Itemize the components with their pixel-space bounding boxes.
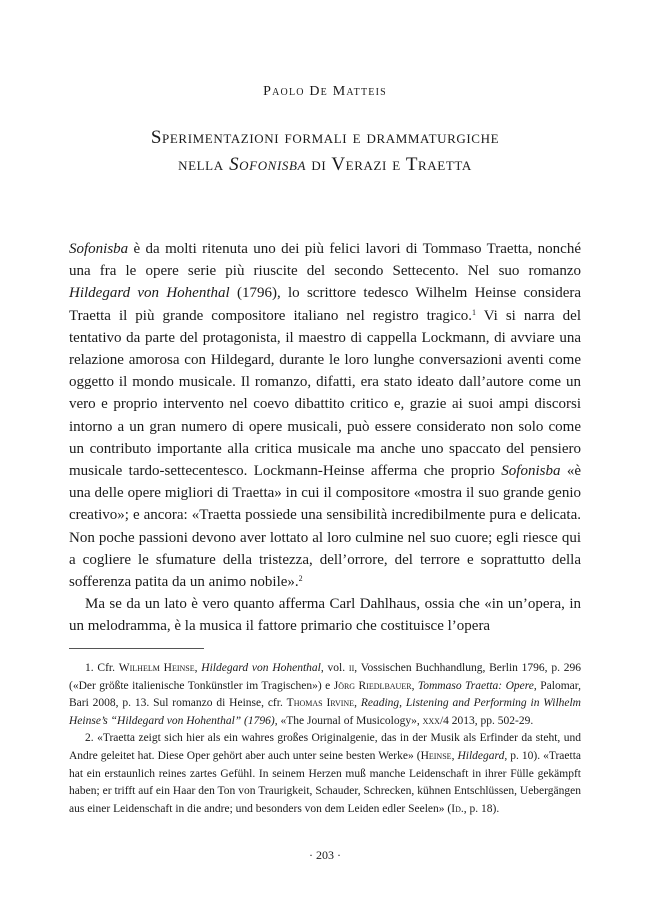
italic-text: Hildegard <box>457 749 505 762</box>
italic-text: Sofonisba <box>501 463 561 480</box>
text: 1. Cfr. <box>85 662 119 674</box>
text: , «The Journal of Musicology», <box>274 714 423 727</box>
footnote-divider <box>69 648 204 649</box>
italic-text: Hildegard von Hohenthal <box>69 285 230 302</box>
text: , <box>354 697 361 710</box>
paragraph-1 <box>69 238 581 593</box>
text: è da molti ritenuta uno dei più felici lavori di Tommaso Traetta, nonché una fra le opere serie più riuscite del secondo Settecento. Nel suo romanzo <box>69 241 581 280</box>
smallcaps-text: Jörg Riedlbauer <box>333 679 412 692</box>
body-text <box>69 238 581 638</box>
paragraph-2: Ma se da un lato è vero quanto afferma Carl Dahlhaus, ossia che «in un’opera, in un melodramma, è la musica il fattore primario che costituisce l’opera <box>69 596 581 635</box>
footnote-1 <box>69 660 581 730</box>
text: , <box>411 679 418 692</box>
author-name: Paolo De Matteis <box>263 84 387 99</box>
title-italic: Sofonisba <box>229 154 307 175</box>
page-number: · 203 · <box>309 848 341 862</box>
italic-text: Hildegard von Hohenthal <box>201 662 321 674</box>
italic-text: Sofonisba <box>69 241 129 257</box>
text: , Vossischen Buchhandlung, Berlin 1796, p. 296 («Der größte italienische Tonkünstler im Tragischen») e <box>69 662 582 692</box>
text: , p. 18). <box>463 802 500 815</box>
footnote-ref-1[interactable]: 1 <box>472 307 476 317</box>
text: /4 2013, pp. 502-29. <box>439 714 534 727</box>
smallcaps-text: xxx <box>422 714 440 727</box>
footnotes <box>69 660 581 818</box>
smallcaps-text: ii <box>348 662 355 674</box>
text: , Palomar, Bari 2008, p. 13. Sul romanzo di Heinse, cfr. <box>69 679 581 710</box>
smallcaps-text: Id. <box>451 802 464 815</box>
title-text: di Verazi e Traetta <box>306 154 472 175</box>
italic-text: Reading, Listening and Performing in Wilhelm Heinse’s “Hildegard von Hohenthal” (1796) <box>69 697 581 727</box>
text: Vi si narra del tentativo da parte del protagonista, il maestro di cappella Lockmann, di avviare una relazione amorosa con Hildegard, durante le loro lunghe conversazioni aventi come oggetto il mondo musicale. Il romanzo, difatti, era stato ideato dall’autore come un vero e proprio intervento nel coevo dibattito critico e, grazie ai suoi ampi discorsi intorno a un gran numero di opere musicali, può essere considerato non solo come un contributo importante alla critica musicale ma anche uno spaccato del pensiero musicale tardo-settecentesco. Lockmann-Heinse afferma che proprio <box>69 307 581 480</box>
text: , p. 10). «Traetta hat ein erstaunlich reines zartes Gefühl. In seinem Herzen muß manche Leidenschaft in ihrer Fülle gekämpft haben; er trifft auf ein Haar den Ton von Traurigkeit, Schauder, Schrecken, kühnen Entschlüssen, Uebergängen aus einer Leidenschaft in die andre; und besonders von dem Leiden edler Seelen» ( <box>69 749 582 815</box>
text: (1796), lo scrittore tedesco Wilhelm Heinse considera Traetta il più grande compositore italiano nel registro tragico. <box>69 285 582 324</box>
text: «è una delle opere migliori di Traetta» in cui il compositore «mostra il suo grande genio creativo»; e ancora: «Traetta possiede una sensibilità incredibilmente pura e delicata. Non poche passioni devono aver lottato al loro culmine nel suo cuore; egli riesce qui a cogliere le sfumature della tristezza, dell’orrore, del terrore e soprattutto della sofferenza patita da un animo nobile». <box>69 463 581 591</box>
text: 2. «Traetta zeigt sich hier als ein wahres großes Originalgenie, das in der Musik als Erfinder da steht, und Andre geleitet hat. Diese Oper gehört aber auch unter seine besten Werke» ( <box>69 732 581 762</box>
text: , <box>451 749 458 762</box>
title-text: nella <box>178 154 230 175</box>
title-line-2 <box>0 151 650 178</box>
title-line-1: Sperimentazioni formali e drammaturgiche <box>150 127 500 148</box>
smallcaps-text: Thomas Irvine <box>286 697 355 710</box>
footnote-2 <box>69 730 581 818</box>
smallcaps-text: Wilhelm Heinse <box>118 662 195 674</box>
text: , <box>194 662 202 674</box>
italic-text: Tommaso Traetta: Opere <box>417 679 534 692</box>
text: , vol. <box>320 662 349 674</box>
footnote-ref-2[interactable]: 2 <box>298 574 303 584</box>
article-title <box>0 124 650 178</box>
smallcaps-text: Heinse <box>420 749 452 762</box>
